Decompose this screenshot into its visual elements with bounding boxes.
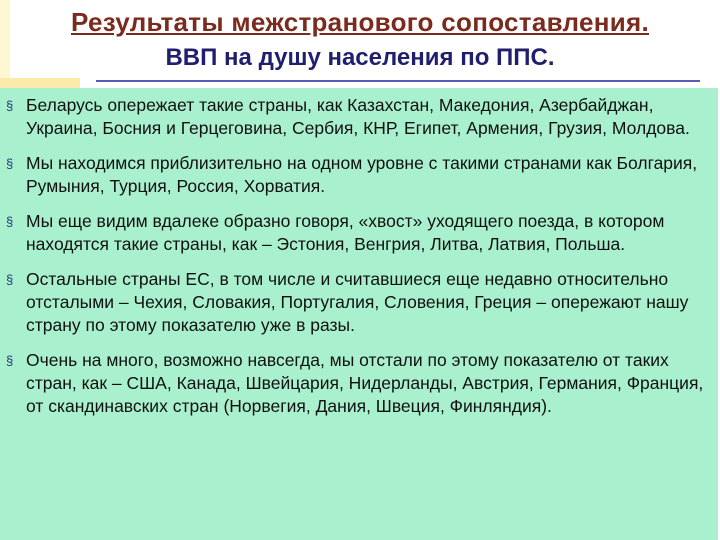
- bullet-icon: §: [6, 214, 14, 229]
- bullet-icon: §: [6, 156, 14, 171]
- bullet-item: [6, 210, 704, 256]
- bullet-text: Очень на много, возможно навсегда, мы отстали по этому показателю от таких стран, как – США, Канада, Швейцария, Нидерланды, Австрия, Германия, Франция, от скандинавских стран (Норвегия, Дания, Швеция, Финляндия).: [26, 350, 704, 416]
- title-divider: [96, 80, 700, 82]
- bullet-text: Мы находимся приблизительно на одном уровне с такими странами как Болгария, Румыния, Турция, Россия, Хорватия.: [26, 153, 698, 196]
- bullet-item: [6, 268, 704, 337]
- bullet-item: [6, 94, 704, 140]
- bullet-icon: §: [6, 272, 14, 287]
- bullet-text: Беларусь опережает такие страны, как Казахстан, Македония, Азербайджан, Украина, Босния и Герцеговина, Сербия, КНР, Египет, Армения, Грузия, Молдова.: [26, 95, 690, 138]
- slide-title: [0, 6, 720, 74]
- bullet-text: Остальные страны ЕС, в том числе и считавшиеся еще недавно относительно отсталыми – Чехия, Словакия, Португалия, Словения, Греция – опережают нашу страну по этому показателю уже в разы.: [26, 269, 689, 335]
- bullet-text: Мы еще видим вдалеке образно говоря, «хвост» уходящего поезда, в котором находятся такие страны, как – Эстония, Венгрия, Литва, Латвия, Польша.: [26, 211, 665, 254]
- bullet-item: [6, 349, 704, 418]
- content-area: [0, 88, 718, 540]
- title-line-1: Результаты межстранового сопоставления.: [70, 7, 650, 37]
- bullet-icon: §: [6, 98, 14, 113]
- title-line-2: ВВП на душу населения по ППС.: [165, 44, 555, 71]
- bullet-item: [6, 152, 704, 198]
- bullet-icon: §: [6, 353, 14, 368]
